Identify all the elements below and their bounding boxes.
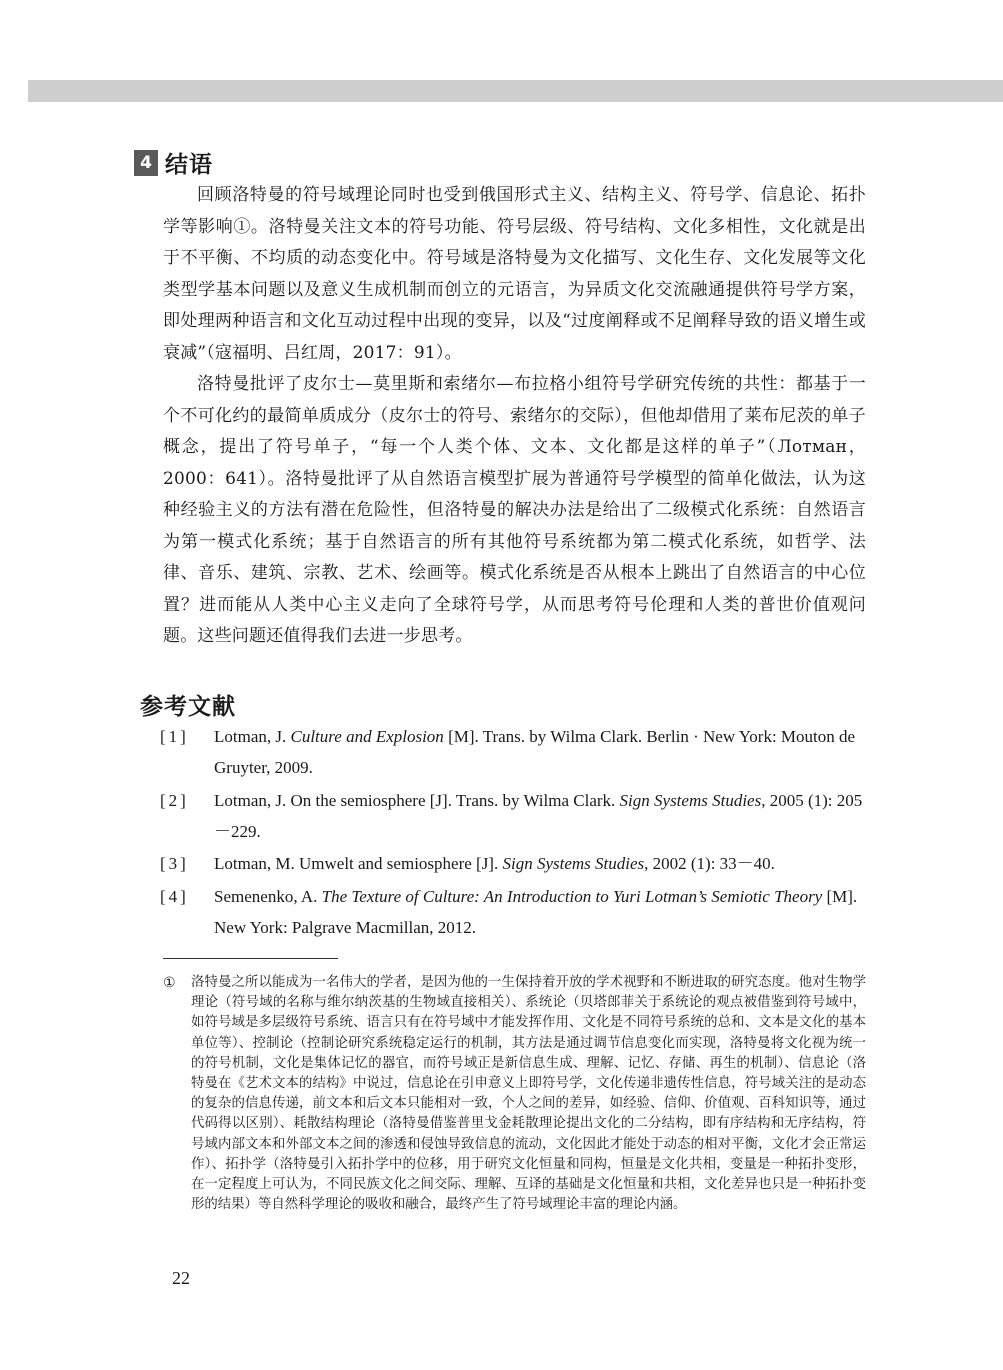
reference-journal: Sign Systems Studies bbox=[502, 854, 645, 873]
footnote-mark: ① bbox=[163, 975, 176, 991]
reference-item bbox=[160, 848, 866, 879]
reference-title: Culture and Explosion bbox=[290, 727, 444, 746]
page-number: 22 bbox=[172, 1268, 190, 1288]
reference-number: [2] bbox=[160, 790, 189, 810]
section-body bbox=[163, 180, 866, 653]
reference-text: [M]. New York: Palgrave Macmillan, 2012. bbox=[214, 886, 858, 937]
paragraph-2: 洛特曼批评了皮尔士—莫里斯和索绪尔—布拉格小组符号学研究传统的共性：都基于一个不可化约的最简单质成分（皮尔士的符号、索绪尔的交际），但他却借用了莱布尼茨的单子概念，提出了符号单子，“每一个人类个体、文本、文化都是这样的单子”（Лотман，2000：641）。洛特曼批评了从自然语言模型扩展为普通符号学模型的简单化做法，认为这种经验主义的方法有潜在危险性，但洛特曼的解决办法是给出了二级模式化系统：自然语言为第一模式化系统；基于自然语言的所有其他符号系统都为第二模式化系统，如哲学、法律、音乐、建筑、宗教、艺术、绘画等。模式化系统是否从根本上跳出了自然语言的中心位置？进而能从人类中心主义走向了全球符号学，从而思考符号伦理和人类的普世价值观问题。这些问题还值得我们去进一步思考。 bbox=[163, 374, 866, 646]
header-bar bbox=[28, 80, 1003, 102]
references-title: 参考文献 bbox=[140, 694, 236, 720]
reference-text: , 2005 (1): 205－229. bbox=[214, 790, 863, 841]
reference-text: [M]. Trans. by Wilma Clark. Berlin · New York: Mouton de Gruyter, 2009. bbox=[214, 727, 856, 777]
reference-number: [3] bbox=[160, 854, 189, 873]
section-heading bbox=[134, 146, 213, 179]
reference-text: Semenenko, A. bbox=[214, 886, 322, 906]
reference-text: , 2002 (1): 33－40. bbox=[644, 854, 775, 873]
footnote-text: 洛特曼之所以能成为一名伟大的学者，是因为他的一生保持着开放的学术视野和不断进取的研究态度。他对生物学理论（符号域的名称与维尔纳茨基的生物域直接相关）、系统论（贝塔郎菲关于系统论的观点被借鉴到符号域中，如符号域是多层级符号系统、语言只有在符号域中才能发挥作用、文化是不同符号系统的总和、文本是文化的基本单位等）、控制论（控制论研究系统稳定运行的机制，其方法是通过调节信息变化而实现，洛特曼将文化视为统一的符号机制，文化是集体记忆的器官，而符号域正是新信息生成、理解、记忆、存储、再生的机制）、信息论（洛特曼在《艺术文本的结构》中说过，信息论在引申意义上即符号学，文化传递非遗传性信息，符号域关注的是动态的复杂的信息传递，前文本和后文本只能相对一致，个人之间的差异，如经验、信仰、价值观、百科知识等，通过代码得以区别）、耗散结构理论（洛特曼借鉴普里戈金耗散理论提出文化的二分结构，即有序结构和无序结构，符号域内部文本和外部文本之间的渗透和侵蚀导致信息的流动，文化因此才能处于动态的相对平衡，文化才会正常运作）、拓扑学（洛特曼引入拓扑学中的位移，用于研究文化恒量和同构，恒量是文化共相，变量是一种拓扑变形，在一定程度上可认为，不同民族文化之间交际、理解、互译的基础是文化恒量和共相，文化差异也只是一种拓扑变形的结果）等自然科学理论的吸收和融合，最终产生了符号域理论丰富的理论内涵。 bbox=[191, 975, 866, 1213]
reference-number: [4] bbox=[160, 886, 189, 906]
reference-item bbox=[160, 721, 866, 783]
footnote-rule bbox=[163, 958, 338, 959]
reference-journal: Sign Systems Studies bbox=[619, 790, 762, 810]
section-title: 结语 bbox=[165, 152, 213, 178]
paragraph-1: 回顾洛特曼的符号域理论同时也受到俄国形式主义、结构主义、符号学、信息论、拓扑学等影响①。洛特曼关注文本的符号功能、符号层级、符号结构、文化多相性，文化就是出于不平衡、不均质的动态变化中。符号域是洛特曼为文化描写、文化生存、文化发展等文化类型学基本问题以及意义生成机制而创立的元语言，为异质文化交流融通提供符号学方案，即处理两种语言和文化互动过程中出现的变异，以及“过度阐释或不足阐释导致的语义增生或衰减”（寇福明、吕红周，2017：91）。 bbox=[163, 185, 866, 363]
reference-text: Lotman, J. On the semiosphere [J]. Trans. by Wilma Clark. bbox=[214, 790, 620, 810]
reference-number: [1] bbox=[160, 727, 189, 746]
reference-text: Lotman, M. Umwelt and semiosphere [J]. bbox=[214, 854, 503, 873]
reference-list bbox=[160, 721, 866, 944]
reference-text: Lotman, J. bbox=[214, 727, 291, 746]
footnote bbox=[163, 973, 866, 1215]
reference-item bbox=[160, 881, 866, 943]
reference-item bbox=[160, 785, 866, 847]
reference-title: The Texture of Culture: An Introduction to Yuri Lotman’s Semiotic Theory bbox=[321, 886, 823, 906]
section-number-badge: 4 bbox=[134, 150, 158, 176]
